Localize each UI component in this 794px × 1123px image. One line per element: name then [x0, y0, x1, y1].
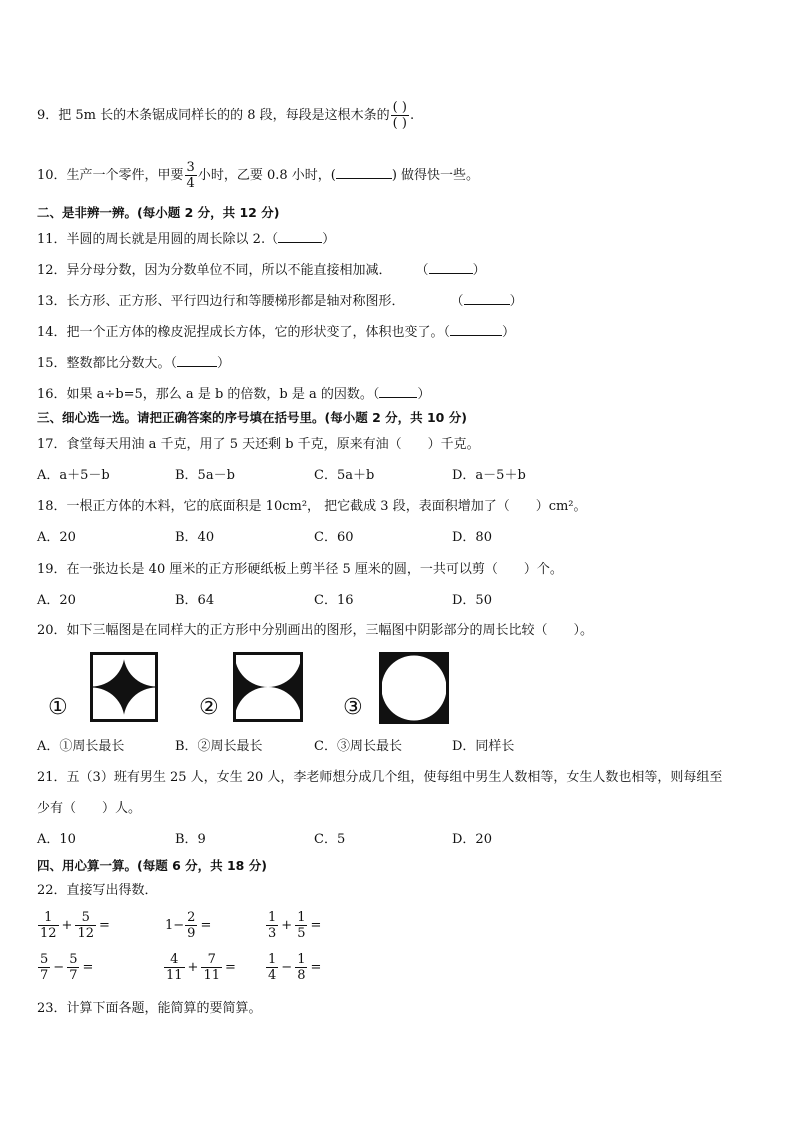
q14-text: 14．把一个正方体的橡皮泥捏成长方体，它的形状变了，体积也变了。（	[37, 325, 451, 340]
q18-option-c[interactable]: C．60	[314, 530, 354, 545]
q22-expression-5	[163, 952, 238, 983]
q17-option-d[interactable]: D．a－5＋b	[452, 468, 526, 483]
section-3-heading: 三、细心选一选。请把正确答案的序号填在括号里。(每小题 2 分，共 10 分)	[37, 410, 467, 425]
question-17: 17．食堂每天用油 a 千克，用了 5 天还剩 b 千克，原来有油（ ）千克。	[37, 437, 480, 452]
operator: +	[187, 960, 199, 975]
q22-expression-4	[37, 952, 95, 983]
q21-option-c[interactable]: C．5	[314, 832, 346, 847]
denominator: 11	[166, 968, 183, 983]
question-23: 23．计算下面各题，能简算的要简算。	[37, 1001, 262, 1016]
q22-expression-6	[265, 952, 323, 983]
question-18: 18．一根正方体的木料，它的底面积是 10cm²， 把它截成 3 段，表面积增加了（ ）cm²。	[37, 499, 587, 514]
q10-mid: 小时，乙要 0.8 小时，(	[197, 168, 336, 183]
figure-1-concave-star	[90, 652, 158, 722]
question-21-line-2: 少有（ ）人。	[37, 801, 142, 816]
q19-option-d[interactable]: D．50	[452, 593, 492, 608]
q10-pre: 10．生产一个零件，甲要	[37, 168, 184, 183]
question-11	[37, 230, 335, 248]
operator: +	[61, 918, 73, 933]
q20-option-b[interactable]: B．②周长最长	[175, 739, 263, 754]
q18-option-a[interactable]: A．20	[37, 530, 76, 545]
q10-fraction	[185, 160, 197, 191]
q17-option-a[interactable]: A．a＋5－b	[37, 468, 110, 483]
equals: =	[82, 960, 94, 975]
q10-denominator: 4	[186, 176, 195, 191]
q13-text: 13．长方形、正方形、平行四边行和等腰梯形都是轴对称图形．	[37, 294, 405, 309]
question-12	[37, 261, 486, 279]
denominator: 4	[268, 968, 277, 983]
q15-text: 15．整数都比分数大。（	[37, 356, 178, 371]
equals: =	[200, 918, 212, 933]
question-20: 20．如下三幅图是在同样大的正方形中分别画出的图形，三幅图中阴影部分的周长比较（ ）。	[37, 623, 594, 638]
q12-answer-blank[interactable]	[429, 261, 473, 274]
figure-2-label: ②	[199, 695, 219, 720]
numerator: 5	[40, 952, 49, 967]
q12-text: 12．异分母分数，因为分数单位不同，所以不能直接相加减．	[37, 263, 392, 278]
figure-3-inscribed-circle	[379, 652, 449, 724]
equals: =	[99, 918, 110, 933]
denominator: 12	[77, 926, 94, 941]
q9-denominator: ( )	[392, 116, 407, 131]
operator: −	[53, 960, 65, 975]
q22-expression-1	[37, 910, 112, 941]
numerator: 1	[268, 910, 277, 925]
numerator: 1	[268, 952, 277, 967]
q20-option-d[interactable]: D．同样长	[452, 739, 515, 754]
q19-option-a[interactable]: A．20	[37, 593, 76, 608]
q17-option-c[interactable]: C．5a＋b	[314, 468, 375, 483]
question-22: 22．直接写出得数．	[37, 883, 158, 898]
equals: =	[225, 960, 236, 975]
figure-3-label: ③	[343, 695, 363, 720]
q19-option-b[interactable]: B．64	[175, 593, 215, 608]
q10-post: ) 做得快一些。	[391, 168, 480, 183]
section-4-heading: 四、用心算一算。(每题 6 分，共 18 分)	[37, 858, 267, 873]
q10-answer-blank[interactable]	[336, 166, 392, 179]
operator: −	[281, 960, 293, 975]
q13-answer-blank[interactable]	[464, 292, 510, 305]
section-2-heading: 二、是非辨一辨。(每小题 2 分，共 12 分)	[37, 205, 280, 220]
denominator: 9	[187, 926, 196, 941]
q12-open: （	[415, 263, 429, 278]
q16-answer-blank[interactable]	[379, 385, 417, 398]
q22-expression-3	[265, 910, 323, 941]
q9-fraction	[391, 100, 409, 131]
q20-option-a[interactable]: A．①周长最长	[37, 739, 125, 754]
q17-option-b[interactable]: B．5a－b	[175, 468, 235, 483]
q13-open: （	[450, 294, 464, 309]
denominator: 7	[40, 968, 49, 983]
q21-option-a[interactable]: A．10	[37, 832, 76, 847]
q16-text: 16．如果 a÷b=5，那么 a 是 b 的倍数，b 是 a 的因数。（	[37, 387, 380, 402]
question-19: 19．在一张边长是 40 厘米的正方形硬纸板上剪半径 5 厘米的圆，一共可以剪（ ）个。	[37, 562, 563, 577]
figure-1-label: ①	[48, 695, 68, 720]
question-14	[37, 323, 515, 341]
denominator: 11	[203, 968, 220, 983]
question-16	[37, 385, 430, 403]
q18-option-b[interactable]: B．40	[175, 530, 215, 545]
q15-end: ）	[217, 356, 231, 371]
q14-end: ）	[502, 325, 516, 340]
numerator: 1	[297, 910, 306, 925]
denominator: 5	[297, 926, 306, 941]
numerator: 5	[69, 952, 78, 967]
q9-numerator: ( )	[392, 100, 407, 115]
q12-end: ）	[472, 263, 486, 278]
q19-option-c[interactable]: C．16	[314, 593, 354, 608]
question-9	[37, 100, 414, 131]
q16-end: ）	[417, 387, 431, 402]
q9-end: .	[409, 108, 415, 123]
numerator: 1	[297, 952, 306, 967]
denominator: 12	[40, 926, 57, 941]
q14-answer-blank[interactable]	[450, 323, 502, 336]
equals: =	[310, 960, 322, 975]
q11-answer-blank[interactable]	[278, 230, 322, 243]
q20-option-c[interactable]: C．③周长最长	[314, 739, 402, 754]
q11-text: 11．半圆的周长就是用圆的周长除以 2.（	[37, 232, 279, 247]
q11-end: ）	[322, 232, 336, 247]
q9-text: 9．把 5m 长的木条锯成同样长的的 8 段，每段是这根木条的	[37, 108, 390, 123]
question-13	[37, 292, 523, 310]
numerator: 1	[44, 910, 53, 925]
q10-numerator: 3	[186, 160, 195, 175]
numerator: 2	[187, 910, 196, 925]
numerator: 5	[81, 910, 90, 925]
question-15	[37, 354, 230, 372]
denominator: 8	[297, 968, 306, 983]
numerator: 4	[170, 952, 179, 967]
denominator: 7	[69, 968, 78, 983]
q13-end: ）	[509, 294, 523, 309]
q22-expression-2	[165, 910, 213, 941]
numerator: 7	[207, 952, 216, 967]
equals: =	[310, 918, 322, 933]
question-10	[37, 160, 479, 191]
q15-answer-blank[interactable]	[177, 354, 217, 367]
operator: +	[281, 918, 293, 933]
question-21-line-1: 21．五（3）班有男生 25 人，女生 20 人，李老师想分成几个组，使每组中男生人数相等，女生人数也相等，则每组至	[37, 770, 723, 785]
q18-option-d[interactable]: D．80	[452, 530, 492, 545]
figure-2-semicircles	[233, 652, 303, 722]
denominator: 3	[268, 926, 277, 941]
lead-term: 1−	[165, 918, 185, 933]
q21-option-d[interactable]: D．20	[452, 832, 492, 847]
q21-option-b[interactable]: B．9	[175, 832, 206, 847]
